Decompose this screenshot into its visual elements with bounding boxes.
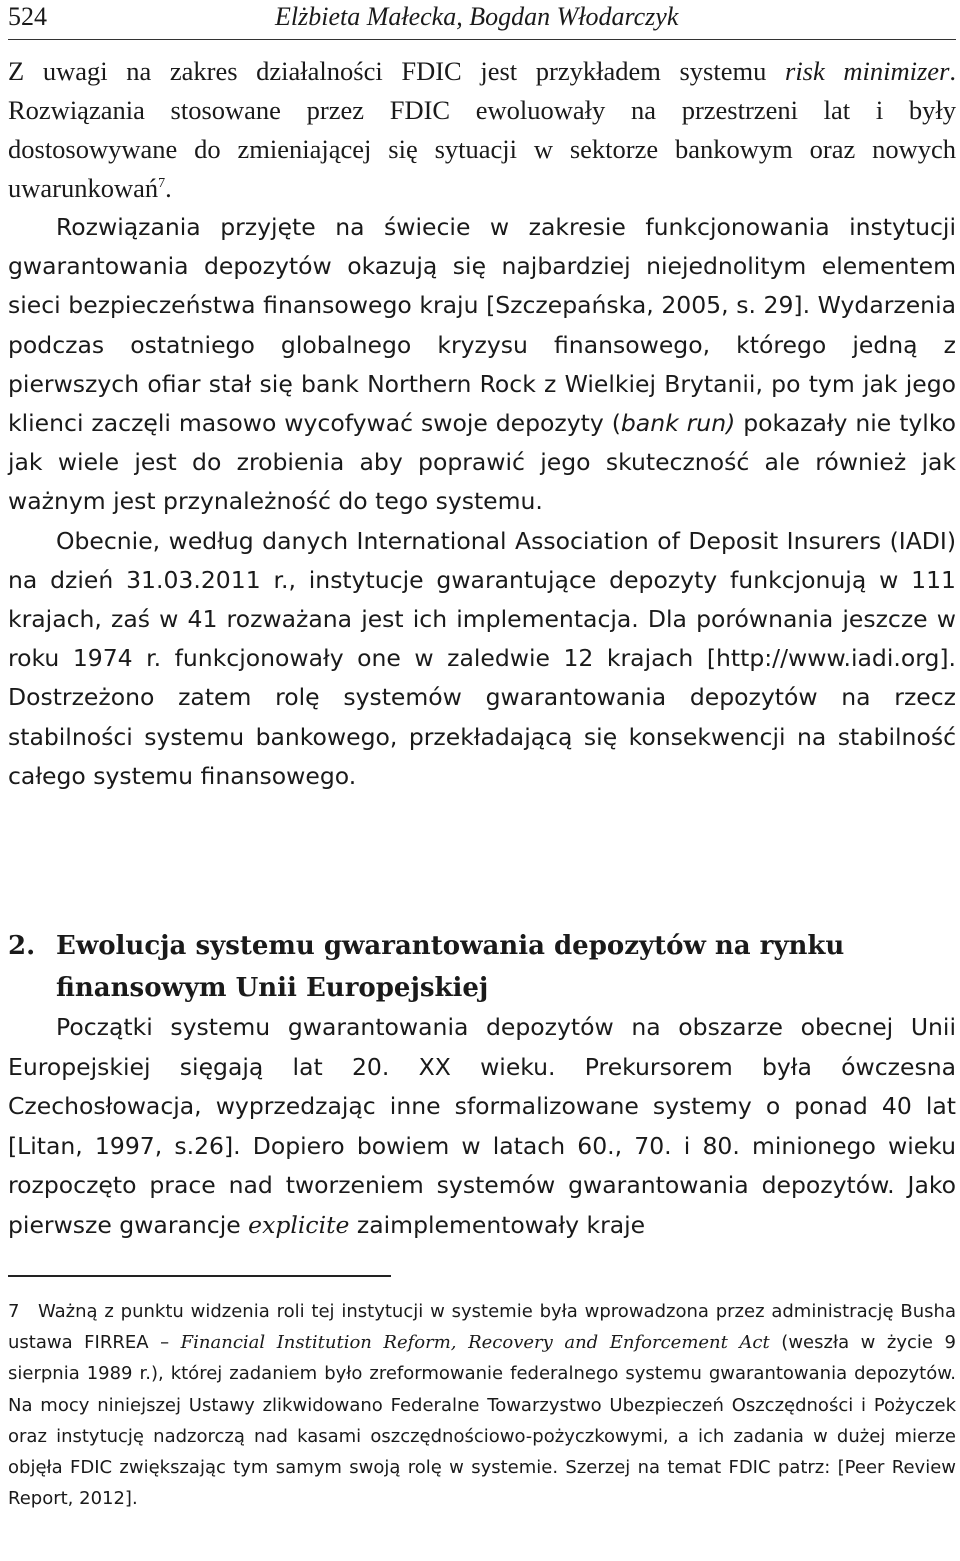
footnote-text: Ważną z punktu widzenia roli tej instytucji w systemie była wprowadzona przez administrację Busha ustawa FIRREA – [8,1301,956,1354]
paragraph-1-italic: risk minimizer [785,56,950,86]
footnote-ref[interactable]: 7 [158,176,166,192]
running-head: Elżbieta Małecka, Bogdan Włodarczyk [275,2,679,31]
body-text [8,52,956,796]
section-title: Ewolucja systemu gwarantowania depozytów na rynku finansowym Unii Europejskiej [56,931,845,1003]
footnote-italic: Financial Institution Reform, Recovery and Enforcement Act [180,1332,770,1354]
section-paragraph-italic: explicite [248,1210,350,1239]
section-number: 2. [8,931,36,961]
paragraph-2-italic: bank run) [620,409,736,438]
page-header [0,0,960,40]
footnote-mark: 7 [8,1301,20,1322]
section-body [8,1008,956,1245]
footnote-rule [8,1275,391,1277]
paragraph-2-text-cont: pokazały nie tylko jak wiele jest do zrobienia aby poprawić jego skuteczność ale również jak ważnym jest przynależność do tego systemu. [8,409,956,516]
paragraph-1-text: Z uwagi na zakres działalności FDIC jest przykładem systemu [8,56,785,86]
section-heading [8,925,956,1009]
paragraph-1 [8,52,956,208]
paragraph-1-text-cont: . Rozwiązania stosowane przez FDIC ewoluowały na przestrzeni lat i były dostosowywane do zmieniającej się sytuacji w sektorze bankowym oraz nowych uwarunkowań [8,56,957,203]
paragraph-2 [8,208,956,522]
section-paragraph [8,1008,956,1245]
footnote-text-cont: (weszła w życie 9 sierpnia 1989 r.), której zadaniem było zreformowanie federalnego systemu gwarantowania depozytów. Na mocy niniejszej Ustawy zlikwidowano Federalne Towarzystwo Ubezpieczeń Oszczędności i Pożyczek oraz instytucję nadzorczą nad kasami oszczędnościowo-pożyczkowymi, a ich zadania w dużej mierze objęła FDIC zwiększając tym samym swoją rolę w systemie. Szerzej na temat FDIC patrz: [Peer Review Report, 2012]. [8,1332,956,1510]
footnote-7 [8,1296,956,1514]
paragraph-1-end: . [165,173,172,203]
page-number: 524 [8,2,47,31]
footnote [8,1296,956,1514]
section-paragraph-text-cont: zaimplementowały kraje [349,1210,646,1239]
paragraph-3: Obecnie, według danych International Association of Deposit Insurers (IADI) na dzień 31.03.2011 r., instytucje gwarantujące depozyty funkcjonują w 111 krajach, zaś w 41 rozważana jest ich implementacja. Dla porównania jeszcze w roku 1974 r. funkcjonowały one w zaledwie 12 krajach [http://www.iadi.org]. Dostrzeżono zatem rolę systemów gwarantowania depozytów na rzecz stabilności systemu bankowego, przekładającą się konsekwencji na stabilność całego systemu finansowego. [8,526,956,790]
paragraph-2-text: Rozwiązania przyjęte na świecie w zakresie funkcjonowania instytucji gwarantowania depozytów okazują się najbardziej niejednolitym elementem sieci bezpieczeństwa finansowego kraju [Szczepańska, 2005, s. 29]. Wydarzenia podczas ostatniego globalnego kryzysu finansowego, którego jedną z pierwszych ofiar stał się bank Northern Rock z Wielkiej Brytanii, po tym jak jego klienci zaczęli masowo wycofywać swoje depozyty ( [8,213,956,438]
header-rule [8,39,956,40]
section-paragraph-text: Początki systemu gwarantowania depozytów na obszarze obecnej Unii Europejskiej sięgają lat 20. XX wieku. Prekursorem była ówczesna Czechosłowacja, wyprzedzając inne sformalizowane systemy o ponad 40 lat [Litan, 1997, s.26]. Dopiero bowiem w latach 60., 70. i 80. minionego wieku rozpoczęto prace nad tworzeniem systemów gwarantowania depozytów. Jako pierwsze gwarancje [8,1013,956,1239]
